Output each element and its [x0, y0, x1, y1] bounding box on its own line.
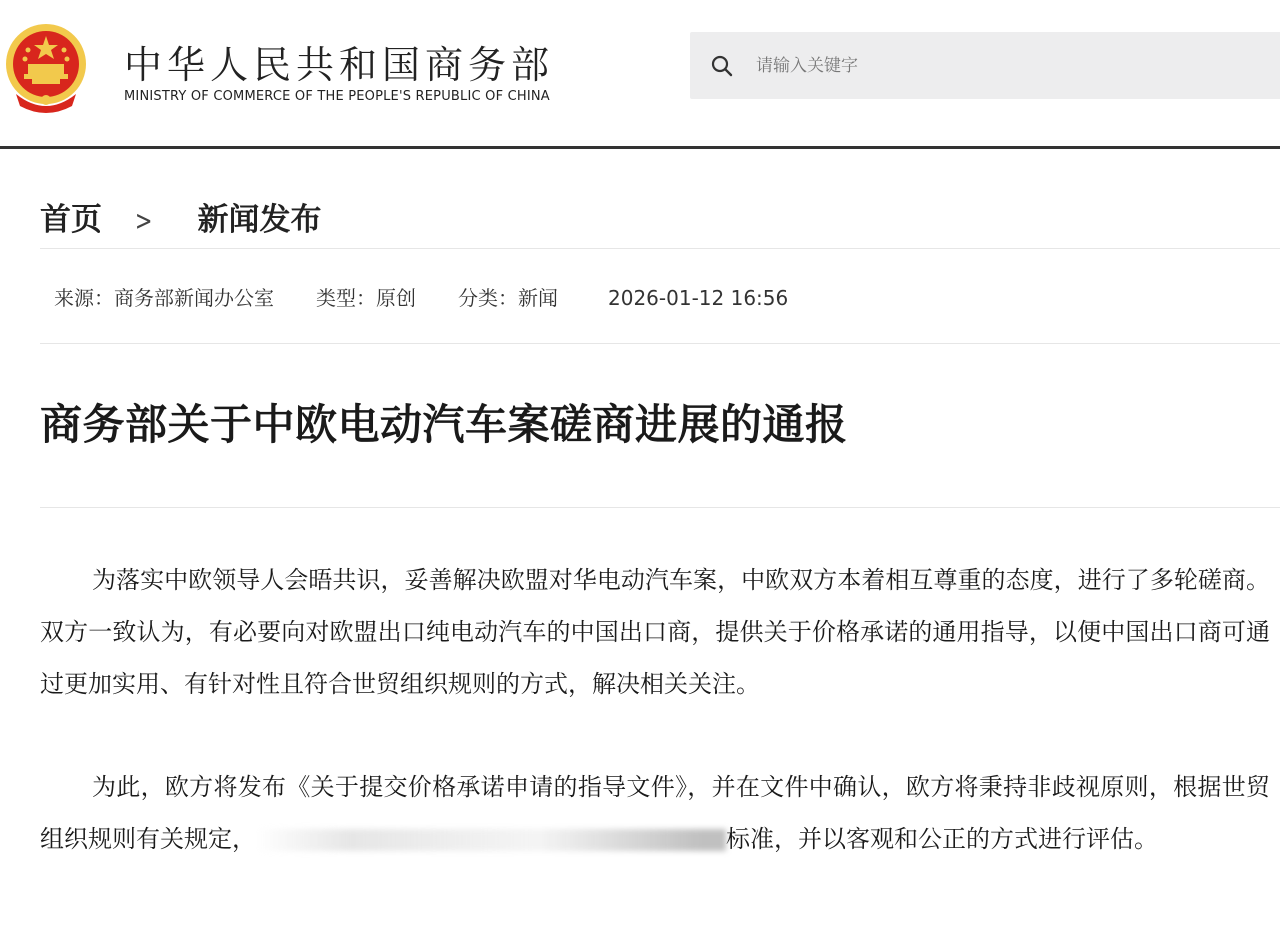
national-emblem-icon[interactable]: [2, 20, 90, 116]
paragraph-text: 标准，并以客观和公正的方式进行评估。: [726, 825, 1158, 853]
meta-type: 类型：原创: [316, 286, 416, 310]
meta-source: 来源：商务部新闻办公室: [54, 286, 274, 310]
search-input[interactable]: [754, 42, 1238, 90]
site-subtitle: MINISTRY OF COMMERCE OF THE PEOPLE'S REPUBLIC OF CHINA: [124, 89, 550, 104]
breadcrumb-separator: >: [134, 204, 153, 237]
divider: [40, 343, 1280, 344]
article-paragraph: [40, 761, 1270, 865]
breadcrumb-current-link[interactable]: 新闻发布: [197, 202, 322, 238]
header-divider: [0, 146, 1280, 149]
search-icon[interactable]: [710, 54, 734, 78]
breadcrumb-home-link[interactable]: 首页: [40, 202, 102, 238]
article-title: 商务部关于中欧电动汽车案磋商进展的通报: [40, 400, 848, 449]
breadcrumb: [40, 194, 321, 239]
article-paragraph: 为落实中欧领导人会晤共识，妥善解决欧盟对华电动汽车案，中欧双方本着相互尊重的态度，进行了多轮磋商。双方一致认为，有必要向对欧盟出口纯电动汽车的中国出口商，提供关于价格承诺的通用指导，以便中国出口商可通过更加实用、有针对性且符合世贸组织规则的方式，解决相关关注。: [40, 566, 1270, 698]
divider: [40, 507, 1280, 508]
site-header: [0, 0, 1280, 148]
paragraph-text: 为此，欧方将发布《关于提交价格承诺申请的指导文件》，并在文件中确认，欧方将秉持非歧视原则，根据世贸组织规则有关规定，: [40, 773, 1270, 853]
site-title[interactable]: 中华人民共和国商务部: [124, 43, 555, 87]
meta-datetime: 2026-01-12 16:56: [608, 286, 789, 310]
search-box[interactable]: [690, 32, 1280, 99]
divider: [40, 248, 1280, 249]
article-meta: [54, 282, 788, 311]
redacted-text-blur: [256, 829, 726, 851]
meta-category: 分类：新闻: [458, 286, 558, 310]
